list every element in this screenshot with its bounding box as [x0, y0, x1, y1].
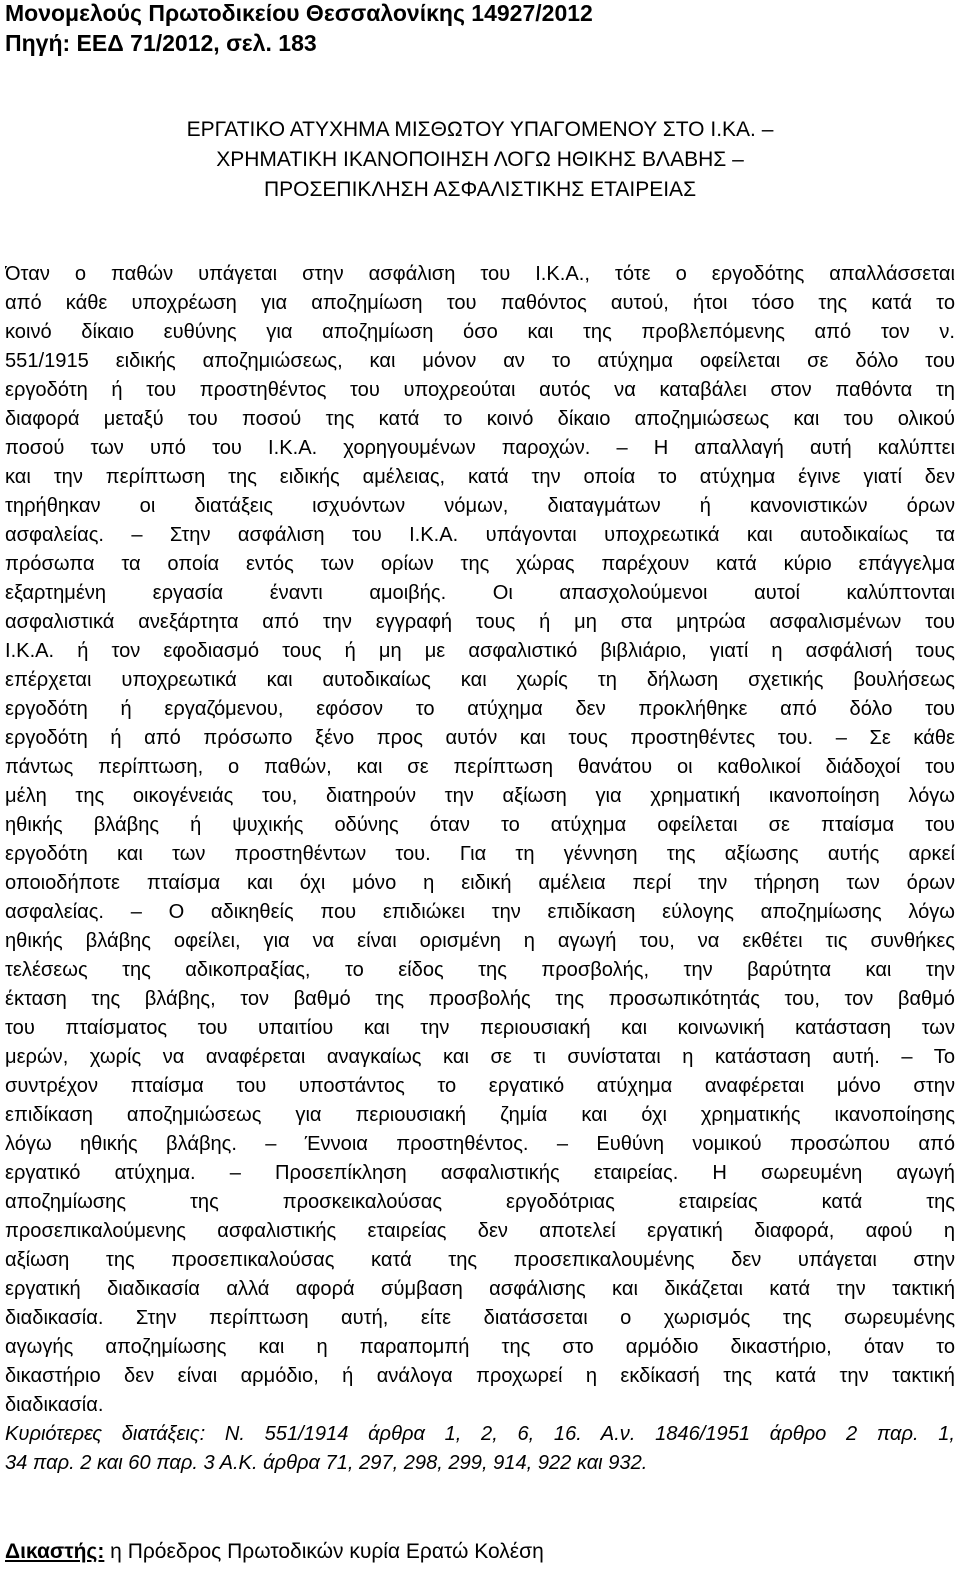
summary-body	[5, 260, 955, 1478]
body-line: συντρέχον πταίσμα του υποστάντος το εργατικό ατύχημα αναφέρεται μόνο στην	[5, 1075, 955, 1097]
body-line: προσεπικαλούμενης ασφαλιστικής εταιρείας δεν αποτελεί εργατική διαφορά, αφού η	[5, 1220, 955, 1242]
body-line: διαδικασία.	[5, 1394, 104, 1416]
body-line: επέρχεται υποχρεωτικά και αυτοδικαίως και χωρίς τη δήλωση σχετικής βουλήσεως	[5, 669, 955, 691]
provisions-line: 34 παρ. 2 και 60 παρ. 3 Α.Κ. άρθρα 71, 297, 298, 299, 914, 922 και 932.	[5, 1452, 648, 1474]
heading-line: ΧΡΗΜΑΤΙΚΗ ΙΚΑΝΟΠΟΙΗΣΗ ΛΟΓΩ ΗΘΙΚΗΣ ΒΛΑΒΗΣ –	[216, 148, 744, 171]
court-decision-title: Μονομελούς Πρωτοδικείου Θεσσαλονίκης 14927/2012	[5, 0, 593, 26]
body-line: πάντως περίπτωση, ο παθών, και σε περίπτωση θανάτου οι καθολικοί διάδοχοί του	[5, 756, 955, 778]
body-line: 551/1915 ειδικής αποζημιώσεως, και μόνον αν το ατύχημα οφείλεται σε δόλο του	[5, 350, 955, 372]
body-line: τηρήθηκαν οι διατάξεις ισχυόντων νόμων, διαταγμάτων ή κανονιστικών όρων	[5, 495, 955, 517]
body-line: έκταση της βλάβης, τον βαθμό της προσβολής της προσωπικότητάς του, τον βαθμό	[5, 988, 955, 1010]
body-line: διαδικασία. Στην περίπτωση αυτή, είτε διατάσσεται ο χωρισμός της σωρευμένης	[5, 1307, 955, 1329]
body-line: οποιοδήποτε πταίσμα και όχι μόνο η ειδική αμέλεια περί την τήρηση των όρων	[5, 872, 955, 894]
heading-line: ΠΡΟΣΕΠΙΚΛΗΣΗ ΑΣΦΑΛΙΣΤΙΚΗΣ ΕΤΑΙΡΕΙΑΣ	[263, 178, 697, 201]
body-line: ηθικής βλάβης οφείλει, για να είναι ορισμένη η αγωγή του, να εκθέτει τις συνθήκες	[5, 930, 955, 952]
source-citation: Πηγή: ΕΕΔ 71/2012, σελ. 183	[5, 30, 317, 56]
body-line: μερών, χωρίς να αναφέρεται αναγκαίως και σε τι συνίσταται η κατάσταση αυτή. – Το	[5, 1046, 955, 1068]
document-header	[5, 0, 945, 58]
body-line: αγωγής αποζημίωσης και η παραπομπή της στο αρμόδιο δικαστήριο, όταν το	[5, 1336, 955, 1358]
body-line: ασφαλείας. – Ο αδικηθείς που επιδιώκει την επιδίκαση εύλογης αποζημίωσης λόγω	[5, 901, 955, 923]
body-line: κοινό δίκαιο ευθύνης για αποζημίωση όσο και της προβλεπόμενης από τον ν.	[5, 321, 955, 343]
body-line: επιδίκαση αποζημιώσεως για περιουσιακή ζημία και όχι χρηματικής ικανοποίησης	[5, 1104, 955, 1126]
body-line: εργατικό ατύχημα. – Προσεπίκληση ασφαλιστικής εταιρείας. Η σωρευμένη αγωγή	[5, 1162, 955, 1184]
judge-line	[5, 1537, 544, 1567]
body-line: ασφαλείας. – Στην ασφάλιση του Ι.Κ.Α. υπάγονται υποχρεωτικά και αυτοδικαίως τα	[5, 524, 955, 546]
body-line: ασφαλιστικά ανεξάρτητα από την εγγραφή τους ή μη στα μητρώα ασφαλισμένων του	[5, 611, 955, 633]
body-line: εργοδότη και των προστηθέντων του. Για τη γέννηση της αξίωσης αυτής αρκεί	[5, 843, 955, 865]
subject-heading	[30, 115, 930, 205]
body-line: διαφορά μεταξύ του ποσού της κατά το κοινό δίκαιο αποζημιώσεως και του ολικού	[5, 408, 955, 430]
body-line: εργοδότη ή από πρόσωπο ξένο προς αυτόν και τους προστηθέντες του. – Σε κάθε	[5, 727, 955, 749]
body-line: Ι.Κ.Α. ή τον εφοδιασμό τους ή μη με ασφαλιστικό βιβλιάριο, γιατί η ασφάλισή τους	[5, 640, 955, 662]
body-line: εργοδότη ή του προστηθέντος του υποχρεούται αυτός να καταβάλει στον παθόντα τη	[5, 379, 955, 401]
body-line: και την περίπτωση της ειδικής αμέλειας, κατά την οποία το ατύχημα έγινε γιατί δεν	[5, 466, 955, 488]
body-line: από κάθε υποχρέωση για αποζημίωση του παθόντος αυτού, ήτοι τόσο της κατά το	[5, 292, 955, 314]
body-line: εργοδότη ή εργαζόμενου, εφόσον το ατύχημα δεν προκλήθηκε από δόλο του	[5, 698, 955, 720]
body-line: ηθικής βλάβης ή ψυχικής οδύνης όταν το ατύχημα οφείλεται σε πταίσμα του	[5, 814, 955, 836]
body-line: αξίωση της προσεπικαλούσας κατά της προσεπικαλουμένης δεν υπάγεται στην	[5, 1249, 955, 1271]
body-line: ποσού των υπό του Ι.Κ.Α. χορηγουμένων παροχών. – Η απαλλαγή αυτή καλύπτει	[5, 437, 955, 459]
heading-line: ΕΡΓΑΤΙΚΟ ΑΤΥΧΗΜΑ ΜΙΣΘΩΤΟΥ ΥΠΑΓΟΜΕΝΟΥ ΣΤΟ Ι.ΚΑ. –	[186, 118, 774, 141]
body-line: τελέσεως της αδικοπραξίας, το είδος της προσβολής, την βαρύτητα και την	[5, 959, 955, 981]
body-line: πρόσωπα τα οποία εντός των ορίων της χώρας παρέχουν κατά κύριο επάγγελμα	[5, 553, 955, 575]
body-line: μέλη της οικογένειάς του, διατηρούν την αξίωση για χρηματική ικανοποίηση λόγω	[5, 785, 955, 807]
judge-name: η Πρόεδρος Πρωτοδικών κυρία Ερατώ Κολέση	[104, 1540, 544, 1563]
judge-label: Δικαστής:	[5, 1540, 105, 1563]
body-line: του πταίσματος του υπαιτίου και την περιουσιακή και κοινωνική κατάσταση των	[5, 1017, 955, 1039]
body-line: εργατική διαδικασία αλλά αφορά σύμβαση ασφάλισης και δικάζεται κατά την τακτική	[5, 1278, 955, 1300]
body-line: δικαστήριο δεν είναι αρμόδιο, ή ανάλογα προχωρεί η εκδίκασή της κατά την τακτική	[5, 1365, 955, 1387]
body-line: εξαρτημένη εργασία έναντι αμοιβής. Οι απασχολούμενοι αυτοί καλύπτονται	[5, 582, 955, 604]
body-line: Όταν ο παθών υπάγεται στην ασφάλιση του Ι.Κ.Α., τότε ο εργοδότης απαλλάσσεται	[5, 263, 955, 285]
provisions-line: Κυριότερες διατάξεις: Ν. 551/1914 άρθρα 1, 2, 6, 16. Α.ν. 1846/1951 άρθρο 2 παρ. 1,	[5, 1423, 955, 1445]
body-line: αποζημίωσης της προσκεικαλούσας εργοδότριας εταιρείας κατά της	[5, 1191, 955, 1213]
body-line: λόγω ηθικής βλάβης. – Έννοια προστηθέντος. – Ευθύνη νομικού προσώπου από	[5, 1133, 955, 1155]
